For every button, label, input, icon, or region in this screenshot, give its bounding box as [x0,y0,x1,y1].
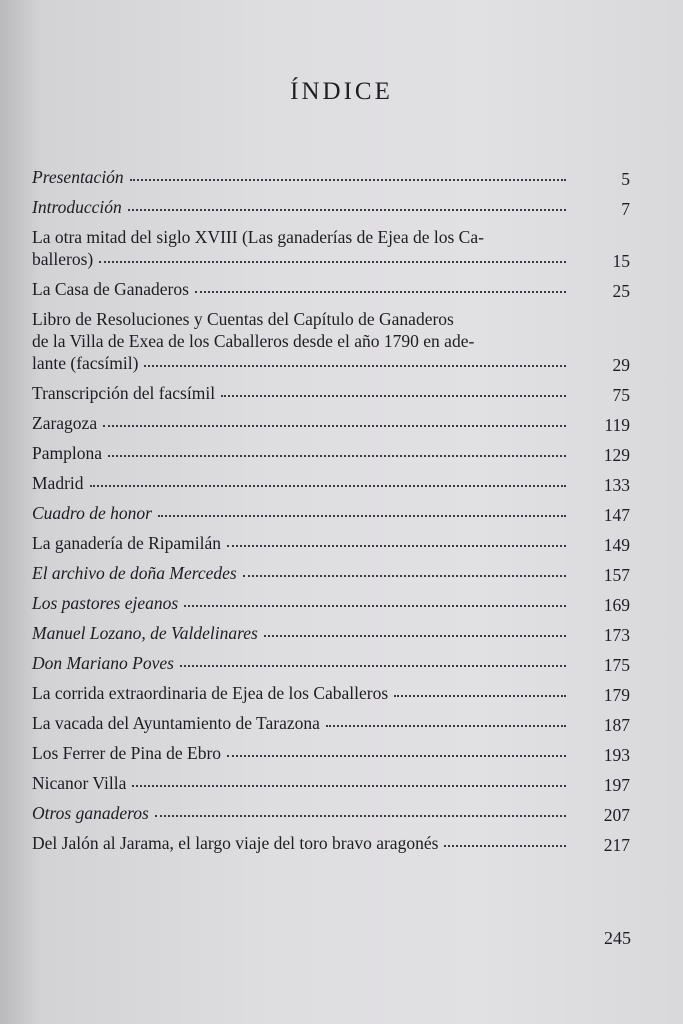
toc-entry [32,622,632,644]
toc-entry-title: La otra mitad del siglo XVIII (Las ganaderías de Ejea de los Ca- [32,227,484,247]
leader-dots [130,179,566,181]
toc-entry-title: Del Jalón al Jarama, el largo viaje del toro bravo aragonés [32,833,439,853]
toc-entry-title: Los pastores ejeanos [32,593,179,613]
leader-dots [108,455,566,457]
leader-dots [158,515,566,517]
toc-page-number: 207 [603,805,630,825]
toc-page-number: 217 [603,835,630,855]
toc-entry-title: Nicanor Villa [32,773,127,793]
toc-page-number: 149 [603,535,630,555]
leader-dots [264,635,566,637]
toc-entry-title: Manuel Lozano, de Valdelinares [32,623,258,643]
leader-dots [444,845,566,847]
toc-page-number: 193 [603,745,630,765]
leader-dots [99,261,566,263]
toc-entry [32,442,632,464]
toc-page-number: 197 [603,775,630,795]
toc-entry-title: La ganadería de Ripamilán [32,533,222,553]
toc-entry-title: La Casa de Ganaderos [32,279,189,299]
toc-page-number: 5 [621,169,630,189]
page-title: ÍNDICE [290,78,393,105]
leader-dots [180,665,566,667]
toc-entry [32,412,632,434]
toc-entry [32,532,632,554]
toc-entry-title: El archivo de doña Mercedes [32,563,237,583]
toc-entry-title: Don Mariano Poves [32,653,174,673]
toc-entry-title: Presentación [32,167,124,187]
toc-page-number: 75 [612,385,630,405]
toc-page-number: 25 [612,281,630,301]
leader-dots [326,725,566,727]
leader-dots [184,605,566,607]
toc-entry [32,682,632,704]
table-of-contents [32,166,632,862]
toc-entry [32,742,632,764]
toc-entry [32,226,632,270]
toc-entry-title: Zaragoza [32,413,98,433]
toc-entry-title: Pamplona [32,443,102,463]
toc-page-number: 157 [603,565,630,585]
leader-dots [90,485,566,487]
leader-dots [227,755,566,757]
toc-entry [32,278,632,300]
toc-entry [32,472,632,494]
toc-page-number: 7 [621,199,630,219]
leader-dots [243,575,566,577]
toc-entry [32,592,632,614]
toc-entry-title: de la Villa de Exea de los Caballeros desde el año 1790 en ade- [32,331,475,351]
toc-entry [32,308,632,374]
page-number: 245 [604,928,631,948]
toc-entry [32,712,632,734]
toc-page-number: 169 [603,595,630,615]
toc-page-number: 175 [603,655,630,675]
toc-entry [32,652,632,674]
toc-entry-title: Introducción [32,197,122,217]
leader-dots [144,365,566,367]
toc-entry [32,382,632,404]
leader-dots [103,425,566,427]
toc-entry-title: balleros) [32,249,94,269]
toc-entry [32,562,632,584]
leader-dots [227,545,566,547]
toc-entry-title: Los Ferrer de Pina de Ebro [32,743,222,763]
toc-entry-title: La corrida extraordinaria de Ejea de los Caballeros [32,683,389,703]
toc-entry-title: Cuadro de honor [32,503,152,523]
toc-page-number: 15 [612,251,630,271]
toc-entry [32,802,632,824]
leader-dots [195,291,566,293]
leader-dots [155,815,566,817]
toc-page-number: 119 [604,415,630,435]
toc-page-number: 147 [603,505,630,525]
toc-entry-title: Otros ganaderos [32,803,149,823]
toc-entry [32,166,632,188]
toc-entry [32,772,632,794]
toc-entry [32,832,632,854]
toc-page-number: 173 [603,625,630,645]
toc-entry-title: Transcripción del facsímil [32,383,216,403]
leader-dots [128,209,566,211]
toc-entry [32,502,632,524]
toc-entry-title: Madrid [32,473,84,493]
leader-dots [221,395,566,397]
toc-entry-title: lante (facsímil) [32,353,139,373]
toc-entry [32,196,632,218]
toc-entry-title: La vacada del Ayuntamiento de Tarazona [32,713,320,733]
toc-page-number: 187 [603,715,630,735]
leader-dots [394,695,566,697]
leader-dots [132,785,566,787]
toc-page-number: 129 [603,445,630,465]
toc-page-number: 133 [603,475,630,495]
toc-entry-title: Libro de Resoluciones y Cuentas del Capítulo de Ganaderos [32,309,454,329]
toc-page-number: 179 [603,685,630,705]
toc-page-number: 29 [612,355,630,375]
